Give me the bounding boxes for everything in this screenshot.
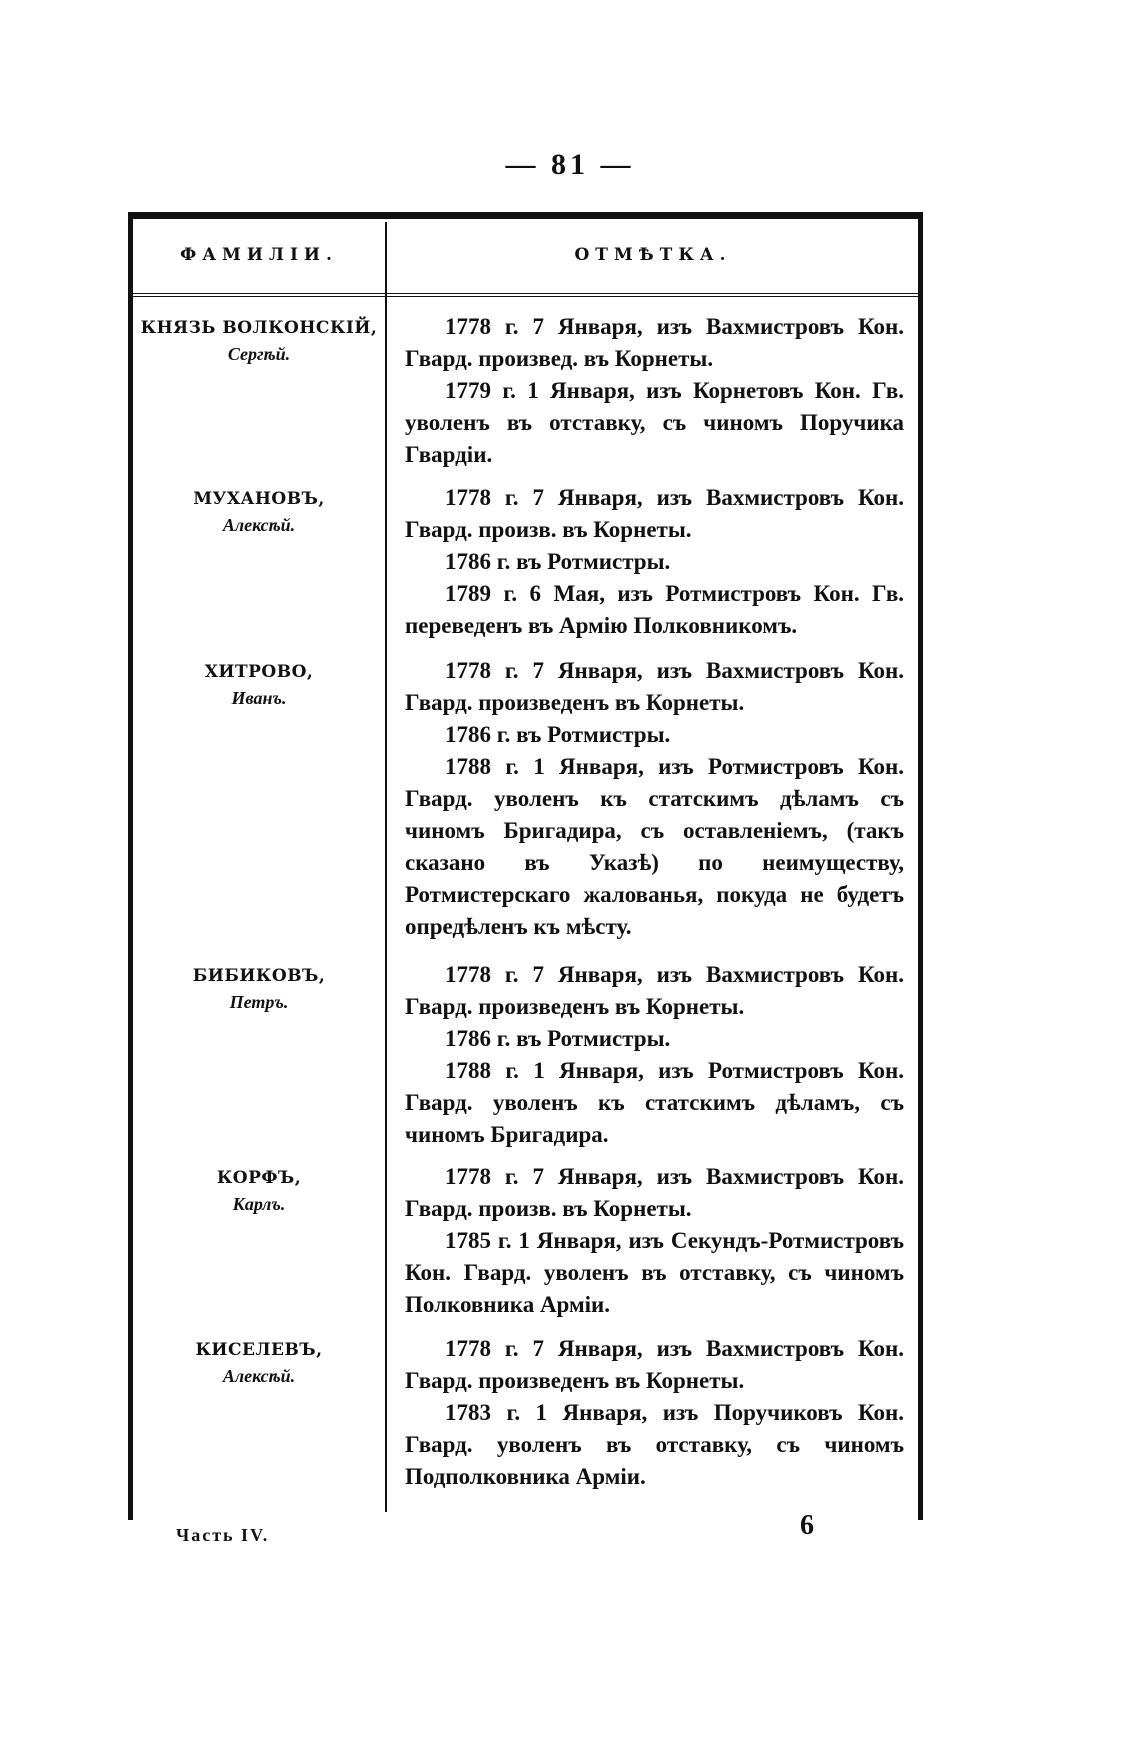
given-name: Карлъ. bbox=[232, 1194, 286, 1214]
surname: КНЯЗЬ ВОЛКОНСКІЙ, bbox=[140, 318, 378, 338]
table-row bbox=[133, 959, 918, 1161]
given-name: Иванъ. bbox=[231, 688, 287, 708]
header-surnames: ФАМИЛІИ. bbox=[180, 245, 338, 265]
register-table bbox=[128, 212, 923, 1520]
notes-cell bbox=[385, 959, 918, 1161]
page-number: — 81 — bbox=[505, 148, 635, 181]
table-row bbox=[133, 1333, 918, 1505]
notes-cell bbox=[385, 1161, 918, 1333]
note: 1779 г. 1 Января, изъ Корнетовъ Кон. Гв. уволенъ въ отставку, съ чиномъ Поручика Гвардіи. bbox=[405, 378, 904, 467]
note: 1778 г. 7 Января, изъ Вахмистровъ Кон. Гвард. произвед. въ Корнеты. bbox=[405, 314, 904, 371]
note: 1783 г. 1 Января, изъ Поручиковъ Кон. Гвард. уволенъ въ отставку, съ чиномъ Подполковника Арміи. bbox=[405, 1400, 904, 1489]
surname: КИСЕЛЕВЪ, bbox=[195, 1340, 323, 1360]
note: 1785 г. 1 Января, изъ Секундъ-Ротмистровъ Кон. Гвард. уволенъ въ отставку, съ чиномъ Полковника Арміи. bbox=[405, 1228, 904, 1317]
note: 1786 г. въ Ротмистры. bbox=[445, 1026, 671, 1051]
name-cell bbox=[133, 655, 385, 959]
table-body bbox=[133, 311, 918, 1505]
notes-cell bbox=[385, 311, 918, 482]
name-cell bbox=[133, 1333, 385, 1505]
signature-mark: 6 bbox=[800, 1510, 814, 1541]
table-header bbox=[133, 217, 918, 297]
surname: КОРФЪ, bbox=[216, 1168, 302, 1188]
note: 1789 г. 6 Мая, изъ Ротмистровъ Кон. Гв. переведенъ въ Армію Полковникомъ. bbox=[405, 581, 904, 638]
name-cell bbox=[133, 482, 385, 655]
note: 1778 г. 7 Января, изъ Вахмистровъ Кон. Гвард. произведенъ въ Корнеты. bbox=[405, 1336, 904, 1393]
note: 1778 г. 7 Января, изъ Вахмистровъ Кон. Гвард. произведенъ въ Корнеты. bbox=[405, 658, 904, 715]
given-name: Петръ. bbox=[229, 992, 289, 1012]
given-name: Алексѣй. bbox=[222, 1366, 296, 1386]
table-row bbox=[133, 482, 918, 655]
notes-cell bbox=[385, 482, 918, 655]
header-notes: ОТМѢТКА. bbox=[574, 245, 732, 265]
note: 1788 г. 1 Января, изъ Ротмистровъ Кон. Гвард. уволенъ къ статскимъ дѣламъ, съ чиномъ Бригадира. bbox=[405, 1058, 904, 1147]
note: 1778 г. 7 Января, изъ Вахмистровъ Кон. Гвард. произведенъ въ Корнеты. bbox=[405, 962, 904, 1019]
notes-cell bbox=[385, 655, 918, 959]
notes-cell bbox=[385, 1333, 918, 1505]
note: 1786 г. въ Ротмистры. bbox=[445, 722, 671, 747]
surname: МУХАНОВЪ, bbox=[193, 489, 325, 509]
part-label: Часть IV. bbox=[176, 1525, 270, 1545]
note: 1788 г. 1 Января, изъ Ротмистровъ Кон. Гвард. уволенъ къ статскимъ дѣламъ съ чиномъ Бригадира, съ оставленіемъ, (такъ сказано въ Указѣ) по неимуществу, Ротмистерскаго жалованья, покуда не будетъ опредѣленъ къ мѣсту. bbox=[405, 754, 904, 939]
table-row bbox=[133, 1161, 918, 1333]
name-cell bbox=[133, 311, 385, 482]
name-cell bbox=[133, 1161, 385, 1333]
table-row bbox=[133, 655, 918, 959]
note: 1778 г. 7 Января, изъ Вахмистровъ Кон. Гвард. произв. въ Корнеты. bbox=[405, 485, 904, 542]
surname: ХИТРОВО, bbox=[204, 662, 314, 682]
name-cell bbox=[133, 959, 385, 1161]
given-name: Сергѣй. bbox=[227, 344, 291, 364]
note: 1786 г. въ Ротмистры. bbox=[445, 549, 671, 574]
given-name: Алексѣй. bbox=[222, 515, 296, 535]
table-row bbox=[133, 311, 918, 482]
note: 1778 г. 7 Января, изъ Вахмистровъ Кон. Гвард. произв. въ Корнеты. bbox=[405, 1164, 904, 1221]
surname: БИБИКОВЪ, bbox=[192, 966, 326, 986]
